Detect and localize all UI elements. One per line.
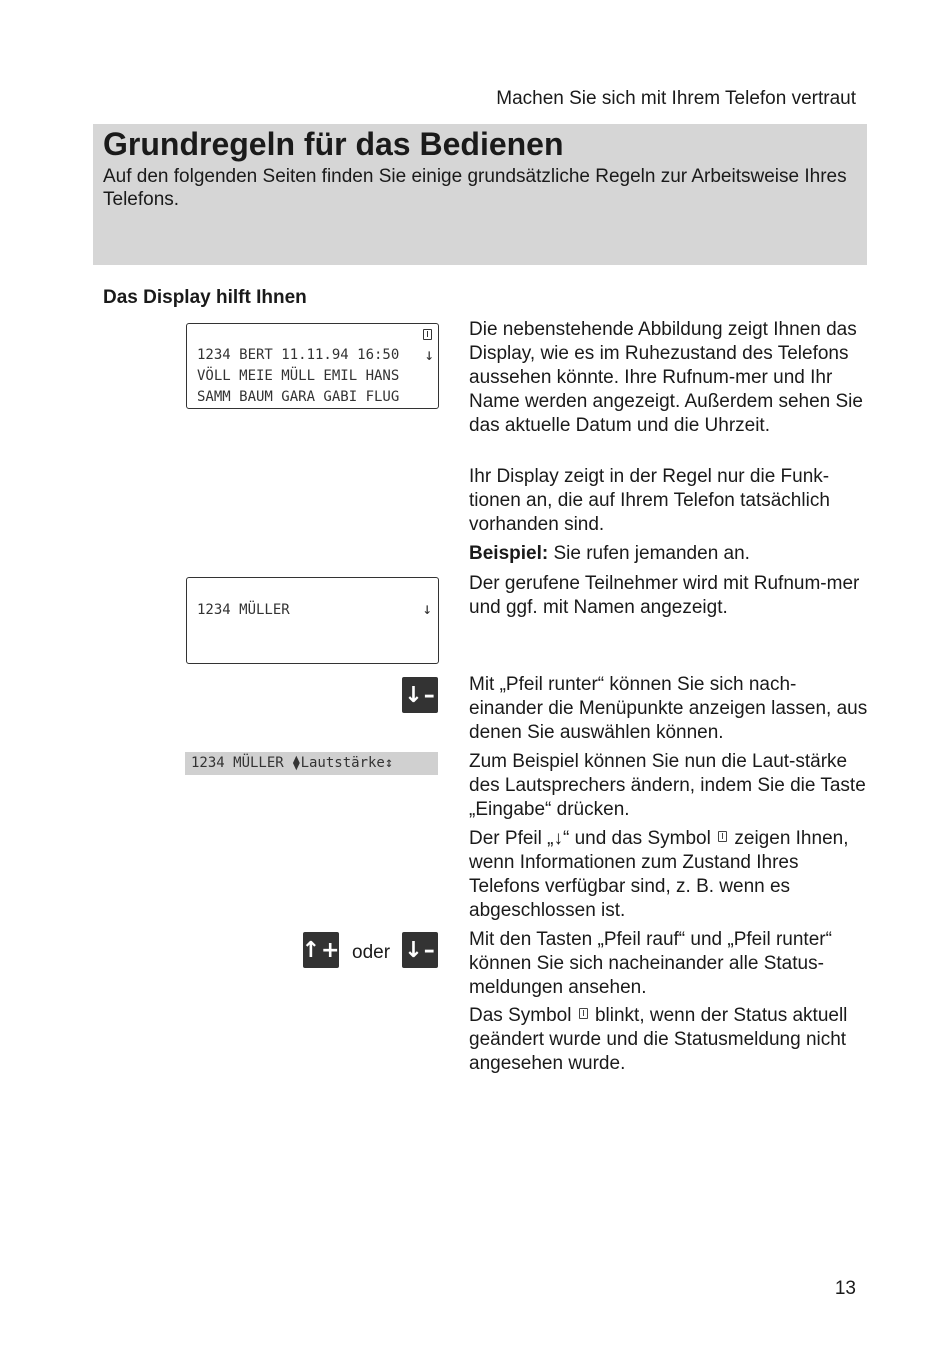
page-title: Grundregeln für das Bedienen [103, 126, 564, 162]
paragraph-idle-display: Die nebenstehende Abbildung zeigt Ihnen das Display, wie es im Ruhezustand des Telefons aussehen könnte. Ihre Rufnum-mer und Ihr Name werden angezeigt. Außerdem sehen Sie das aktuelle Datum und die Uhrzeit. [469, 319, 863, 436]
paragraph-status-info [469, 827, 869, 923]
paragraph-status-blink [469, 1004, 869, 1076]
status-info-text-a: Der Pfeil „↓“ und das Symbol [469, 828, 711, 849]
page-number: 13 [834, 1278, 856, 1299]
section-heading: Das Display hilft Ihnen [103, 287, 307, 308]
display-idle [186, 323, 439, 409]
arrow-down-minus-key[interactable]: ↓– [402, 677, 438, 713]
running-header: Machen Sie sich mit Ihrem Telefon vertraut [496, 88, 856, 109]
arrow-down-minus-key[interactable]: ↓– [402, 932, 438, 968]
oder-label: oder [352, 942, 391, 963]
status-info-text-b: zeigen Ihnen, wenn Informationen zum Zustand Ihres Telefons verfügbar sind, z. B. wenn es abgeschlossen ist. [469, 828, 849, 921]
paragraph-status-messages: Mit den Tasten „Pfeil rauf“ und „Pfeil runter“ können Sie sich nacheinander alle Status-meldungen ansehen. [469, 929, 832, 998]
status-icon [423, 329, 432, 340]
arrow-up-plus-key[interactable]: ↑+ [303, 932, 339, 968]
paragraph-example [469, 542, 869, 566]
example-label: Beispiel: [469, 543, 549, 564]
status-icon [718, 831, 727, 842]
paragraph-functions: Ihr Display zeigt in der Regel nur die Funk-tionen an, die auf Ihrem Telefon tatsächlich vorhanden sind. [469, 466, 830, 535]
paragraph-volume: Zum Beispiel können Sie nun die Laut-stärke des Lautsprechers ändern, indem Sie die Taste „Eingabe“ drücken. [469, 751, 866, 820]
arrow-down-icon: ↓ [422, 599, 432, 618]
display-line-1: 1234 MÜLLER [197, 602, 290, 618]
display-line-1: 1234 BERT 11.11.94 16:50 [197, 347, 400, 363]
display-line-3: SAMM BAUM GARA GABI FLUG [197, 389, 400, 405]
display-volume-strip: 1234 MÜLLER ⧫Lautstärke↕ [185, 752, 438, 775]
arrow-down-icon: ↓ [424, 345, 434, 364]
status-icon [579, 1008, 588, 1019]
status-blink-text-b: blinkt, wenn der Status aktuell geändert wurde und die Statusmeldung nicht angesehen wurde. [469, 1005, 848, 1074]
display-line-2: VÖLL MEIE MÜLL EMIL HANS [197, 368, 400, 384]
status-blink-text-a: Das Symbol [469, 1005, 572, 1026]
example-text: Sie rufen jemanden an. [548, 543, 750, 564]
paragraph-called-party: Der gerufene Teilnehmer wird mit Rufnum-mer und ggf. mit Namen angezeigt. [469, 573, 860, 618]
title-box [93, 124, 867, 265]
intro-text: Auf den folgenden Seiten finden Sie einige grundsätzliche Regeln zur Arbeitsweise Ihres Telefons. [103, 166, 847, 210]
paragraph-arrow-down: Mit „Pfeil runter“ können Sie sich nach-einander die Menüpunkte anzeigen lassen, aus denen Sie auswählen können. [469, 674, 868, 743]
display-calling [186, 577, 439, 664]
